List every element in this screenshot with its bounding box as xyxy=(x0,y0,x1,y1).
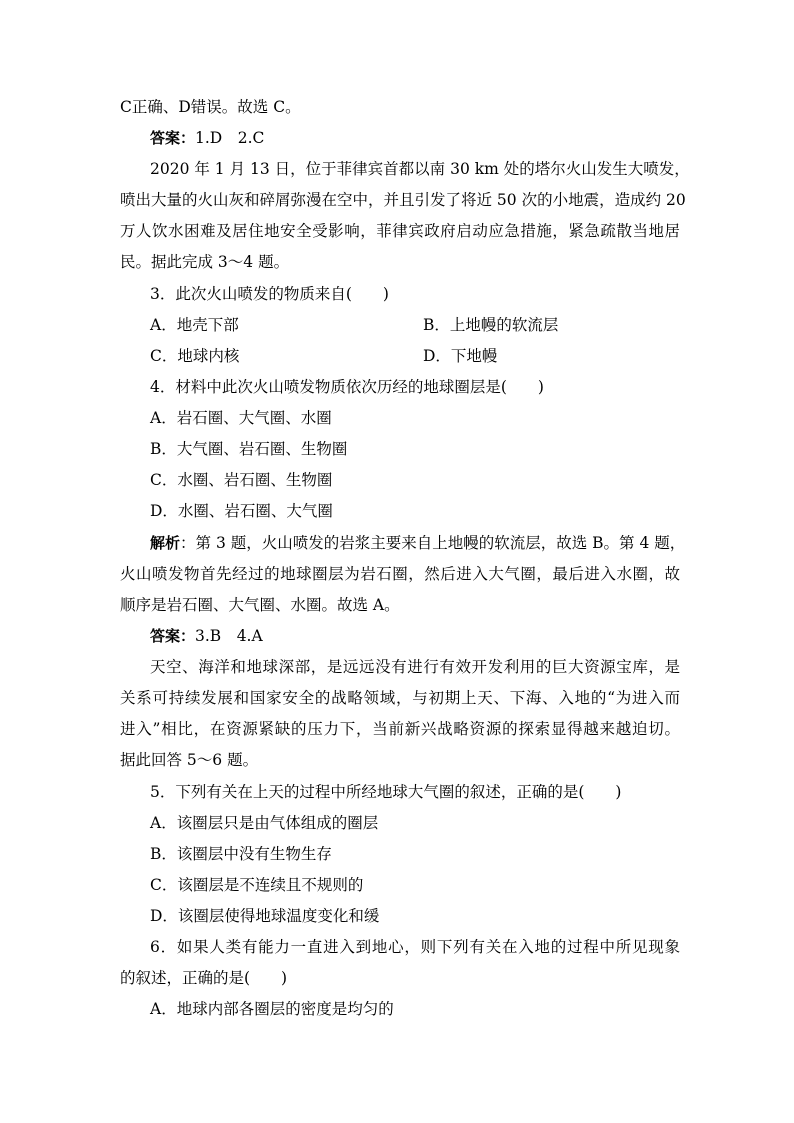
option-c: C．水圈、岩石圈、生物圈 xyxy=(150,471,333,489)
question-stem: 6．如果人类有能力一直进入到地心，则下列有关在入地的过程中所见现象 xyxy=(150,938,680,956)
question-stem: 3．此次火山喷发的物质来自( ) xyxy=(150,285,389,303)
option-c: C．地球内核 xyxy=(150,347,240,365)
option-c: C．该圈层是不连续且不规则的 xyxy=(150,876,364,894)
material-line: 喷出大量的火山灰和碎屑弥漫在空中，并且引发了将近 50 次的小地震，造成约 20 xyxy=(120,191,686,209)
answer-text: 3.B 4.A xyxy=(195,627,263,645)
option-a: A．岩石圈、大气圈、水圈 xyxy=(150,409,332,427)
option-b: B．该圈层中没有生物生存 xyxy=(150,845,332,863)
material-line: 2020 年 1 月 13 日，位于菲律宾首都以南 30 km 处的塔尔火山发生大喷发， xyxy=(150,160,690,178)
material-line: 进入”相比，在资源紧缺的压力下，当前新兴战略资源的探索显得越来越迫切。 xyxy=(120,720,680,738)
option-b: B．大气圈、岩石圈、生物圈 xyxy=(150,440,348,458)
explanation-text: ：第 3 题，火山喷发的岩浆主要来自上地幔的软流层，故选 B。第 4 题， xyxy=(180,534,686,552)
question-stem: 4．材料中此次火山喷发物质依次历经的地球圈层是( ) xyxy=(150,378,544,396)
material-line: 天空、海洋和地球深部，是远远没有进行有效开发利用的巨大资源宝库，是 xyxy=(150,658,680,676)
option-d: D．该圈层使得地球温度变化和缓 xyxy=(150,907,380,925)
explanation-line: 顺序是岩石圈、大气圈、水圈。故选 A。 xyxy=(120,596,400,614)
material-line: 民。据此完成 3～4 题。 xyxy=(120,253,290,271)
option-b: B．上地幔的软流层 xyxy=(423,316,559,334)
option-d: D．水圈、岩石圈、大气圈 xyxy=(150,502,333,520)
material-line: 关系可持续发展和国家安全的战略领域，与初期上天、下海、入地的“为进入而 xyxy=(120,689,680,707)
explanation-line xyxy=(150,532,686,554)
answer-line xyxy=(150,127,264,149)
answer-line xyxy=(150,625,263,647)
option-a: A．地壳下部 xyxy=(150,316,239,334)
text-line: C正确、D错误。故选 C。 xyxy=(120,98,301,116)
material-line: 据此回答 5～6 题。 xyxy=(120,751,259,769)
option-a: A．该圈层只是由气体组成的圈层 xyxy=(150,814,379,832)
explanation-label: 解析 xyxy=(150,534,181,552)
question-stem: 的叙述，正确的是( ) xyxy=(120,969,288,987)
answer-label: 答案： xyxy=(150,627,196,645)
option-a: A．地球内部各圈层的密度是均匀的 xyxy=(150,1000,394,1018)
option-d: D．下地幔 xyxy=(423,347,498,365)
answer-label: 答案： xyxy=(150,129,196,147)
material-line: 万人饮水困难及居住地安全受影响，菲律宾政府启动应急措施，紧急疏散当地居 xyxy=(120,222,680,240)
question-stem: 5．下列有关在上天的过程中所经地球大气圈的叙述，正确的是( ) xyxy=(150,783,622,801)
answer-text: 1.D 2.C xyxy=(195,129,265,147)
explanation-line: 火山喷发物首先经过的地球圈层为岩石圈，然后进入大气圈，最后进入水圈，故 xyxy=(120,565,680,583)
